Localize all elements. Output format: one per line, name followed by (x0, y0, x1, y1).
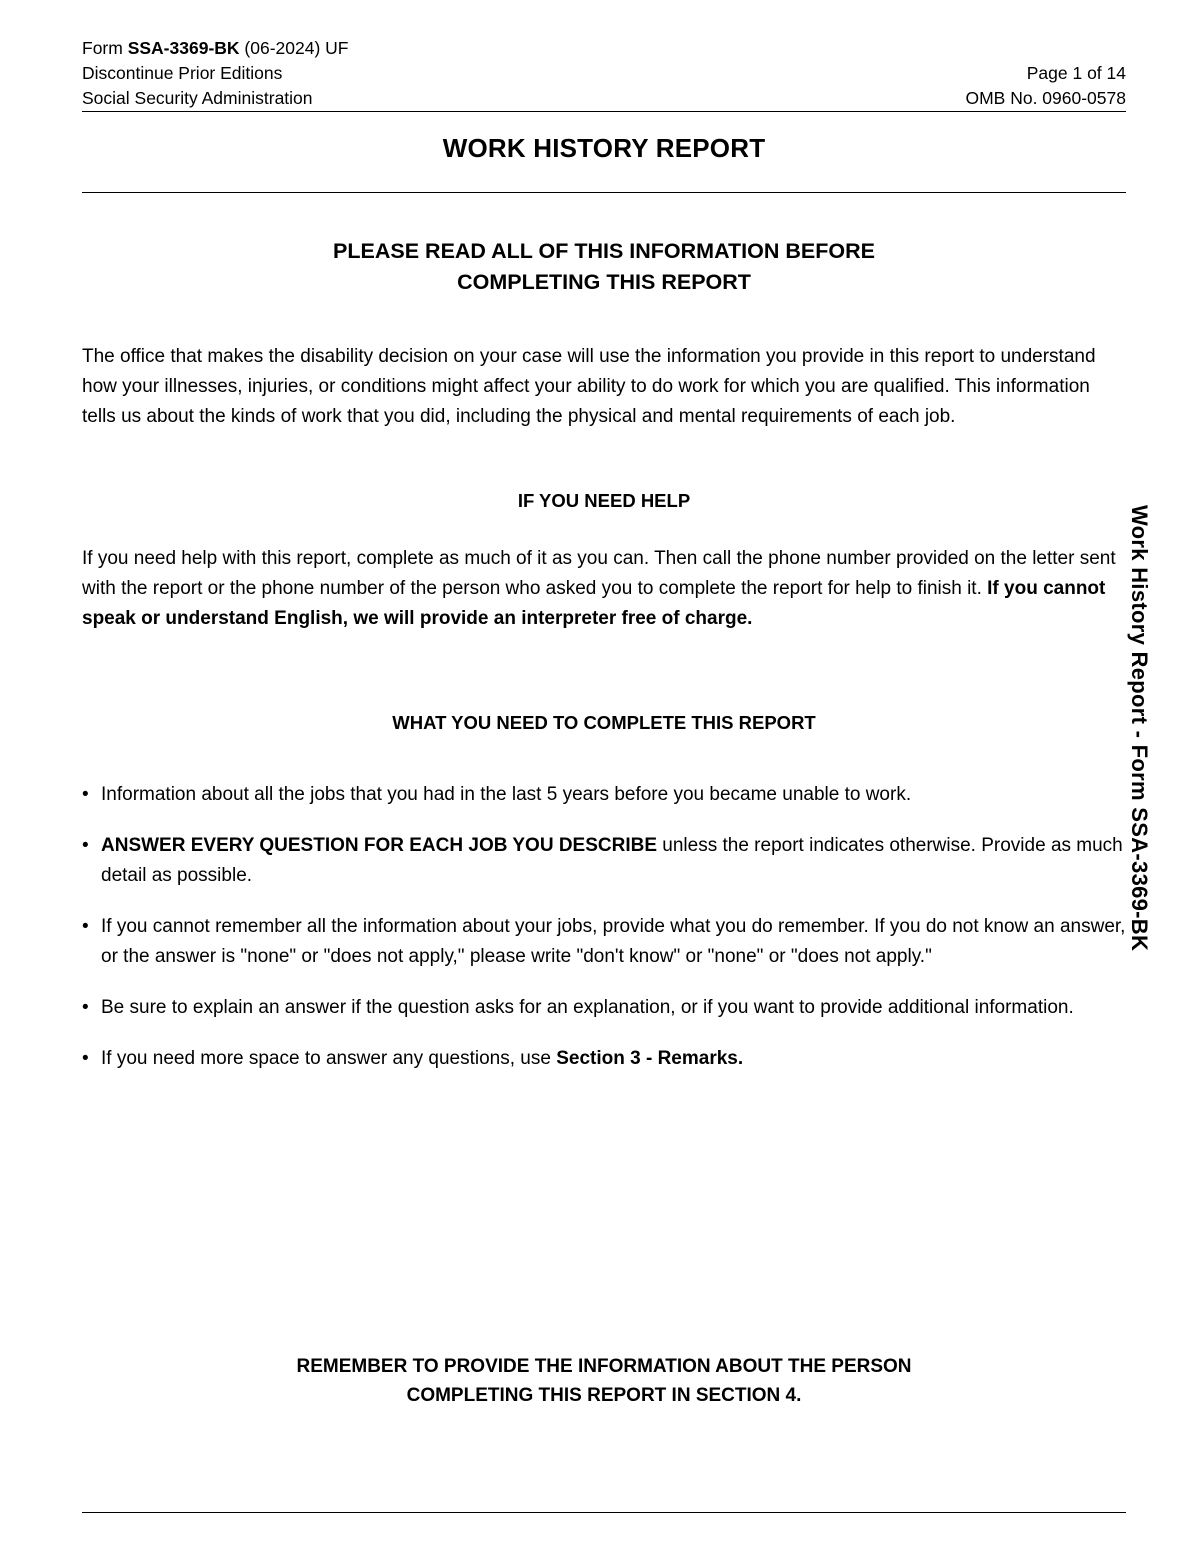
reminder-line-1: REMEMBER TO PROVIDE THE INFORMATION ABOUT THE PERSON (296, 1356, 912, 1377)
list-item (82, 1044, 1126, 1074)
header-divider-rule (82, 111, 1126, 112)
vertical-form-label-text: Work History Report - Form SSA-3369-BK (1127, 505, 1152, 952)
list-item (82, 831, 1126, 891)
header-right-block (965, 36, 1126, 111)
bullet-icon: • (82, 784, 89, 805)
omb-number: OMB No. 0960-0578 (965, 88, 1126, 108)
intro-paragraph: The office that makes the disability decision on your case will use the information you provide in this report to understand how your illnesses, injuries, or conditions might affect your ability to do work for which you are qualified. This information tells us about the kinds of work that you did, including the physical and mental requirements of each job. (82, 346, 1096, 427)
list-item (82, 780, 1126, 810)
bullet-icon: • (82, 1048, 89, 1069)
discontinue-prior-editions-line: Discontinue Prior Editions (82, 63, 283, 83)
header-left-block (82, 36, 349, 111)
help-paragraph (82, 544, 1126, 634)
list-item-bold: ANSWER EVERY QUESTION FOR EACH JOB YOU DESCRIBE (101, 835, 658, 856)
page-header (82, 36, 1126, 111)
bullet-icon: • (82, 835, 89, 856)
reminder-note (82, 1352, 1126, 1410)
form-number-line (82, 36, 349, 61)
document-body (82, 216, 1126, 1074)
list-item-pre: Information about all the jobs that you had in the last 5 years before you became unable to work. (101, 784, 912, 805)
title-divider-rule (82, 192, 1126, 193)
list-item-pre: If you cannot remember all the information about your jobs, provide what you do remember. If you do not know an answer, or the answer is "none" or "does not apply," please write "don't know" or "none" or "does not apply." (101, 916, 1126, 967)
if-you-need-help-heading: IF YOU NEED HELP (517, 490, 691, 511)
form-number: SSA-3369-BK (127, 38, 240, 58)
list-item (82, 993, 1126, 1023)
intro-heading-line-1: PLEASE READ ALL OF THIS INFORMATION BEFORE (333, 239, 875, 263)
list-item (82, 912, 1126, 972)
what-you-need-heading: WHAT YOU NEED TO COMPLETE THIS REPORT (392, 712, 816, 733)
list-item-bold: Section 3 - Remarks. (556, 1048, 744, 1069)
agency-name-line: Social Security Administration (82, 88, 313, 108)
form-label-prefix: Form (82, 38, 128, 58)
list-item-post: unless the report indicates otherwise. Provide as much detail as possible. (101, 835, 1123, 886)
help-paragraph-normal: If you need help with this report, complete as much of it as you can. Then call the phone number provided on the letter sent with the report or the phone number of the person who asked you to complete the report for help to finish it. (82, 548, 1116, 599)
intro-heading (82, 236, 1126, 298)
bullet-icon: • (82, 916, 89, 937)
list-item-pre: Be sure to explain an answer if the question asks for an explanation, or if you want to provide additional information. (101, 997, 1074, 1018)
requirements-list (82, 780, 1126, 1074)
help-paragraph-bold: If you cannot speak or understand English, we will provide an interpreter free of charge. (82, 578, 1106, 629)
page-title: WORK HISTORY REPORT (442, 133, 766, 163)
page-indicator: Page 1 of 14 (1026, 63, 1126, 83)
footer-divider-rule (82, 1512, 1126, 1513)
form-label-suffix: (06-2024) UF (239, 38, 349, 58)
vertical-form-label (1113, 505, 1165, 1061)
reminder-line-2: COMPLETING THIS REPORT IN SECTION 4. (406, 1385, 802, 1406)
bullet-icon: • (82, 997, 89, 1018)
list-item-pre: If you need more space to answer any questions, use (101, 1048, 557, 1069)
intro-heading-line-2: COMPLETING THIS REPORT (457, 270, 751, 294)
